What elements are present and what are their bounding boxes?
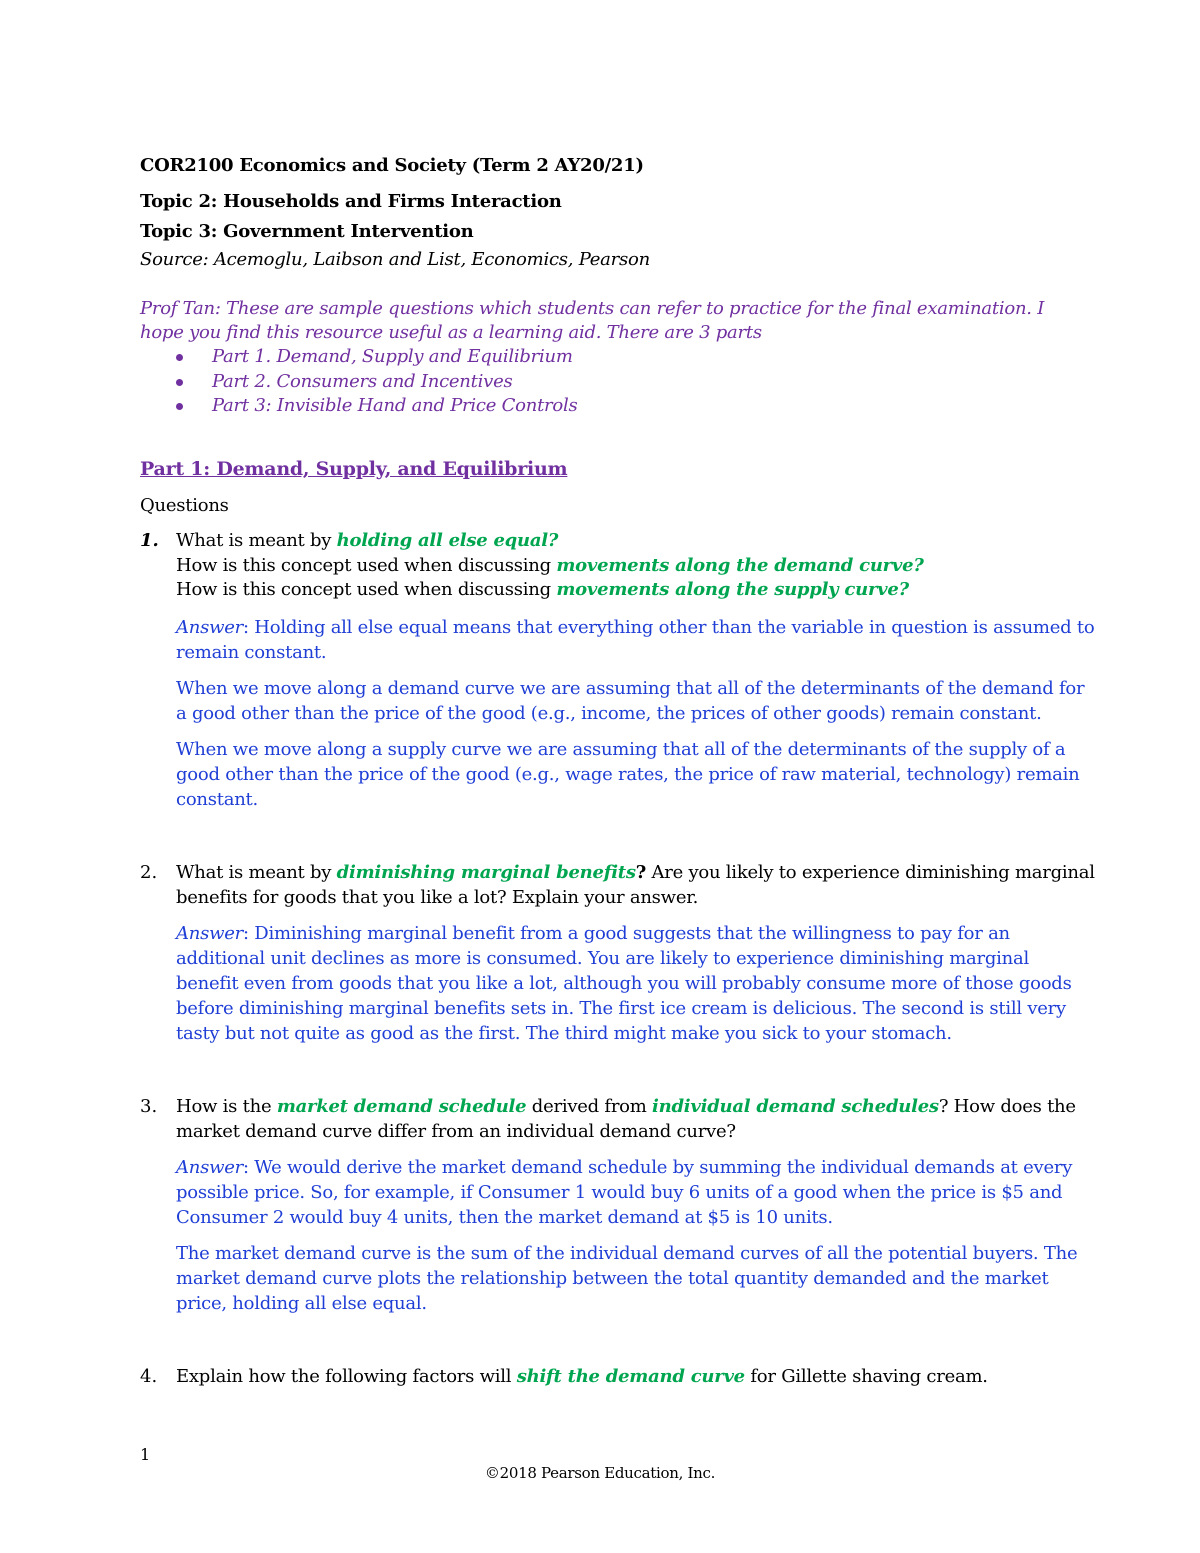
bullet-icon: [176, 379, 183, 386]
answer-1-line-6: good other than the price of the good (e.g., wage rates, the price of raw material, technology) remain: [176, 764, 1080, 785]
question-text: Are you likely to experience diminishing marginal: [646, 862, 1095, 883]
intro-part-3: Part 3: Invisible Hand and Price Controls: [212, 395, 578, 416]
question-mark: ?: [635, 862, 647, 883]
answer-3-line-4: The market demand curve is the sum of the individual demand curves of all the potential buyers. The: [176, 1243, 1078, 1264]
question-2-line-2: benefits for goods that you like a lot? Explain your answer.: [176, 887, 699, 908]
key-term: market demand schedule: [276, 1096, 527, 1117]
question-text: How is this concept used when discussing: [176, 579, 557, 600]
intro-part-1: Part 1. Demand, Supply and Equilibrium: [212, 346, 573, 367]
intro-part-2: Part 2. Consumers and Incentives: [212, 371, 513, 392]
answer-label: Answer: [176, 1157, 243, 1178]
answer-text: : Holding all else equal means that everything other than the variable in question is assumed to: [243, 617, 1095, 638]
question-text: for Gillette shaving cream.: [744, 1366, 988, 1387]
answer-2-line-1: [176, 922, 1010, 946]
question-4-number: 4.: [140, 1366, 158, 1387]
page-number: 1: [140, 1445, 150, 1464]
question-text: What is meant by: [176, 530, 337, 551]
question-1-line-1: [176, 529, 558, 553]
key-term: holding all else equal?: [336, 530, 559, 551]
intro-line-1: Prof Tan: These are sample questions which students can refer to practice for the final examination. I: [140, 298, 1045, 319]
answer-3-line-5: market demand curve plots the relationship between the total quantity demanded and the market: [176, 1268, 1049, 1289]
answer-1-line-5: When we move along a supply curve we are assuming that all of the determinants of the supply of a: [176, 739, 1066, 760]
part-1-heading: Part 1: Demand, Supply, and Equilibrium: [140, 458, 568, 480]
answer-3-line-1: [176, 1156, 1072, 1180]
answer-3-line-2: possible price. So, for example, if Consumer 1 would buy 6 units of a good when the price is $5 and: [176, 1182, 1063, 1203]
source-line: Source: Acemoglu, Laibson and List, Economics, Pearson: [140, 249, 650, 270]
question-3-number: 3.: [140, 1096, 158, 1117]
topic-2-heading: Topic 2: Households and Firms Interaction: [140, 191, 562, 212]
key-term: individual demand schedules: [652, 1096, 939, 1117]
question-text: How is the: [176, 1096, 277, 1117]
course-title: COR2100 Economics and Society (Term 2 AY20/21): [140, 155, 644, 176]
answer-label: Answer: [176, 923, 243, 944]
bullet-icon: [176, 403, 183, 410]
question-2-line-1: [176, 861, 1095, 885]
answer-1-line-2: remain constant.: [176, 642, 327, 663]
key-term: diminishing marginal benefits: [336, 862, 636, 883]
copyright-footer: ©2018 Pearson Education, Inc.: [484, 1464, 716, 1482]
question-1-line-3: [176, 578, 909, 602]
key-term: movements along the supply curve?: [556, 579, 909, 600]
key-term: movements along the demand curve?: [556, 555, 924, 576]
answer-1-line-3: When we move along a demand curve we are assuming that all of the determinants of the demand for: [176, 678, 1085, 699]
question-3-line-2: market demand curve differ from an individual demand curve?: [176, 1121, 736, 1142]
answer-3-line-6: price, holding all else equal.: [176, 1293, 427, 1314]
topic-3-heading: Topic 3: Government Intervention: [140, 221, 474, 242]
question-text: Explain how the following factors will: [176, 1366, 517, 1387]
answer-text: : Diminishing marginal benefit from a good suggests that the willingness to pay for an: [243, 923, 1010, 944]
question-text: How is this concept used when discussing: [176, 555, 557, 576]
bullet-icon: [176, 354, 183, 361]
answer-1-line-1: [176, 616, 1094, 640]
answer-2-line-2: additional unit declines as more is consumed. You are likely to experience diminishing marginal: [176, 948, 1029, 969]
question-1-line-2: [176, 554, 924, 578]
question-2-number: 2.: [140, 862, 158, 883]
questions-label: Questions: [140, 495, 229, 516]
answer-text: : We would derive the market demand schedule by summing the individual demands at every: [243, 1157, 1073, 1178]
question-4-line-1: [176, 1365, 988, 1389]
answer-1-line-4: a good other than the price of the good (e.g., income, the prices of other goods) remain constant.: [176, 703, 1042, 724]
answer-label: Answer: [176, 617, 243, 638]
intro-line-2: hope you find this resource useful as a learning aid. There are 3 parts: [140, 322, 762, 343]
question-1-number: 1.: [140, 530, 159, 551]
answer-3-line-3: Consumer 2 would buy 4 units, then the market demand at $5 is 10 units.: [176, 1207, 833, 1228]
answer-2-line-4: before diminishing marginal benefits sets in. The first ice cream is delicious. The second is still very: [176, 998, 1066, 1019]
question-text: derived from: [526, 1096, 653, 1117]
question-3-line-1: [176, 1095, 1076, 1119]
answer-2-line-3: benefit even from goods that you like a lot, although you will probably consume more of those goods: [176, 973, 1072, 994]
answer-1-line-7: constant.: [176, 789, 259, 810]
question-text: What is meant by: [176, 862, 337, 883]
answer-2-line-5: tasty but not quite as good as the first. The third might make you sick to your stomach.: [176, 1023, 952, 1044]
question-text: ? How does the: [938, 1096, 1076, 1117]
key-term: shift the demand curve: [516, 1366, 745, 1387]
